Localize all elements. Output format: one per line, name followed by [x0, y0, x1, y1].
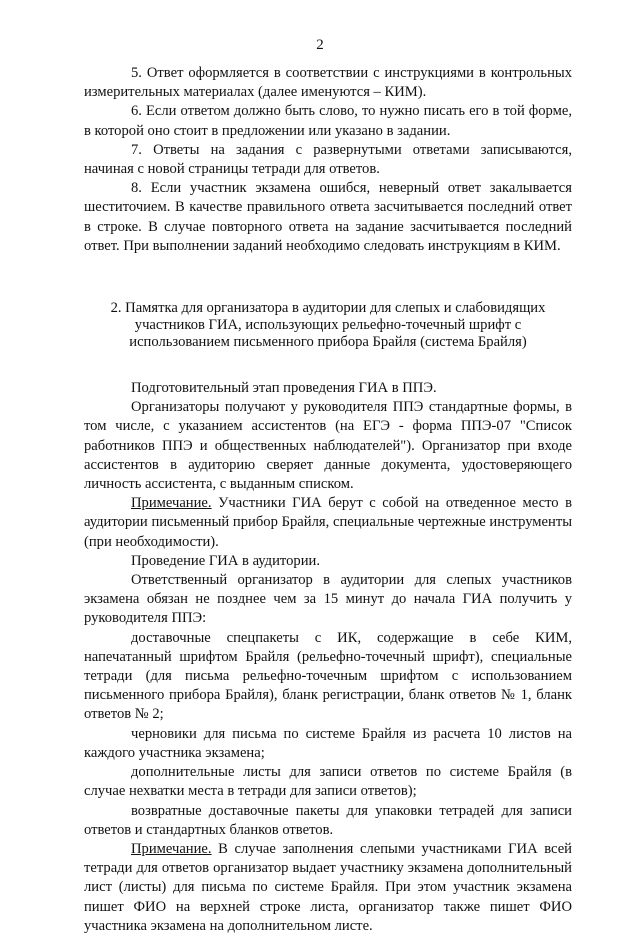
prep-paragraph: Организаторы получают у руководителя ППЭ стандартные формы, в том числе, с указанием ассистентов (на ЕГЭ - форма ППЭ-07 "Список работников ППЭ и общественных наблюдателей"). Организатор при входе ассистентов в аудиторию сверяет данные документа, удостоверяющего личность ассистента, с выданным списком. [84, 399, 572, 493]
note-text-1: Участники ГИА берут с собой на отведенное место в аудитории письменный прибор Брайля, специальные чертежные инструменты (при необходимости). [84, 495, 572, 550]
list-item-3: дополнительные листы для записи ответов по системе Брайля (в случае нехватки места в тетради для записи ответов); [84, 764, 572, 800]
paragraph-item-8: 8. Если участник экзамена ошибся, неверный ответ закалывается шеститочием. В качестве правильного ответа засчитывается последний ответ в строке. В случае повторного ответа на задание засчитывается последний ответ. При выполнении заданий необходимо следовать инструкциям в КИМ. [84, 180, 572, 254]
note-paragraph-2 [84, 840, 572, 936]
page-number: 2 [316, 37, 324, 53]
document-body [84, 64, 572, 936]
note-paragraph-1 [84, 494, 572, 552]
conduct-title: Проведение ГИА в аудитории. [131, 552, 320, 569]
paragraph-item-5: 5. Ответ оформляется в соответствии с инструкциями в контрольных измерительных материалах (далее именуются – КИМ). [84, 65, 572, 101]
note-text-2: В случае заполнения слепыми участниками ГИА всей тетради для ответов организатор выдает участнику экзамена дополнительный лист (листы) для письма по системе Брайля. При этом участник экзамена пишет ФИО на верхней строке листа, организатор также пишет ФИО участника экзамена на дополнительном листе. [84, 840, 572, 934]
note-label-1: Примечание. [131, 495, 212, 512]
prep-stage-title: Подготовительный этап проведения ГИА в ППЭ. [131, 380, 437, 397]
paragraph-item-6: 6. Если ответом должно быть слово, то нужно писать его в той форме, в которой оно стоит в предложении или указано в задании. [84, 103, 572, 139]
note-label-2: Примечание. [131, 840, 212, 857]
list-item-1: доставочные спецпакеты с ИК, содержащие в себе КИМ, напечатанный шрифтом Брайля (рельефно-точечный шрифт), специальные тетради (для письма рельефно-точечным шрифтом с использованием письменного прибора Брайля), бланк регистрации, бланк ответов № 1, бланк ответов № 2; [84, 629, 572, 723]
paragraph-item-7: 7. Ответы на задания с развернутыми ответами записываются, начиная с новой страницы тетради для ответов. [84, 141, 572, 178]
list-item-4: возвратные доставочные пакеты для упаковки тетрадей для записи ответов и стандартных бланков ответов. [84, 802, 572, 838]
list-item-2: черновики для письма по системе Брайля из расчета 10 листов на каждого участника экзамена; [84, 725, 572, 761]
conduct-paragraph: Ответственный организатор в аудитории для слепых участников экзамена обязан не позднее чем за 15 минут до начала ГИА получить у руководителя ППЭ: [84, 572, 572, 627]
section-heading: 2. Памятка для организатора в аудитории для слепых и слабовидящих участников ГИА, использующих рельефно-точечный шрифт с использованием письменного прибора Брайля (система Брайля) [110, 300, 546, 351]
